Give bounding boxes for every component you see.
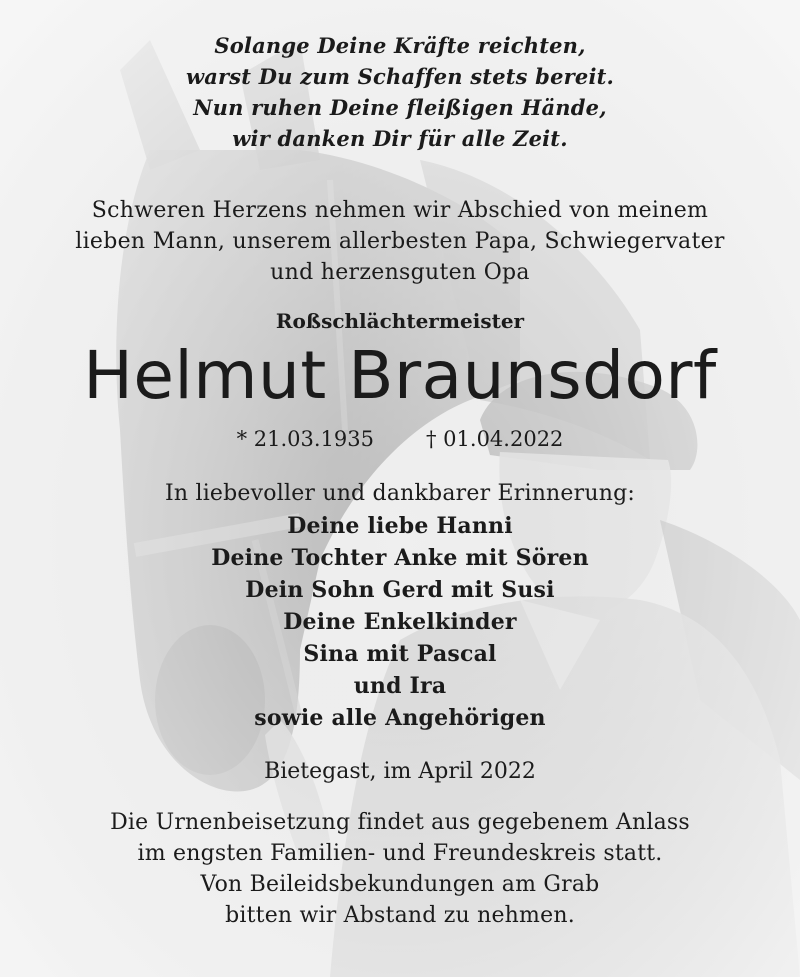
notice-line: Von Beileidsbekundungen am Grab [200,872,600,897]
intro-line: lieben Mann, unserem allerbesten Papa, Schwiegervater [75,229,725,254]
poem-line: warst Du zum Schaffen stets bereit. [185,64,615,89]
mourner-entry: Dein Sohn Gerd mit Susi [245,577,555,603]
death-date: † 01.04.2022 [426,427,564,451]
deceased-profession: Roßschlächtermeister [275,309,525,333]
memorial-poem [0,30,800,154]
life-dates [0,424,800,454]
mourner-entry: sowie alle Angehörigen [254,705,546,731]
notice-line: Die Urnenbeisetzung findet aus gegebenem Anlass [110,810,690,835]
mourners-list [0,478,800,734]
mourner-entry: Deine Enkelkinder [283,609,517,635]
notice-line: bitten wir Abstand zu nehmen. [225,903,575,928]
intro-line: und herzensguten Opa [270,260,530,285]
mourner-entry: Deine Tochter Anke mit Sören [211,545,589,571]
mourner-entry: Deine liebe Hanni [287,513,513,539]
notice-line: im engsten Familien- und Freundeskreis statt. [137,841,663,866]
intro-line: Schweren Herzens nehmen wir Abschied von meinem [91,198,709,223]
poem-line: wir danken Dir für alle Zeit. [232,126,568,151]
funeral-notice [0,807,800,931]
mourner-entry: Sina mit Pascal [303,641,497,667]
deceased-name: Helmut Braunsdorf [83,337,717,414]
poem-line: Nun ruhen Deine fleißigen Hände, [193,95,607,120]
mourners-lead: In liebevoller und dankbarer Erinnerung: [165,481,635,506]
birth-date: * 21.03.1935 [236,427,374,451]
mourner-entry: und Ira [353,673,447,699]
farewell-intro [0,195,800,288]
poem-line: Solange Deine Kräfte reichten, [214,33,586,58]
place-and-date: Bietegast, im April 2022 [264,759,536,784]
